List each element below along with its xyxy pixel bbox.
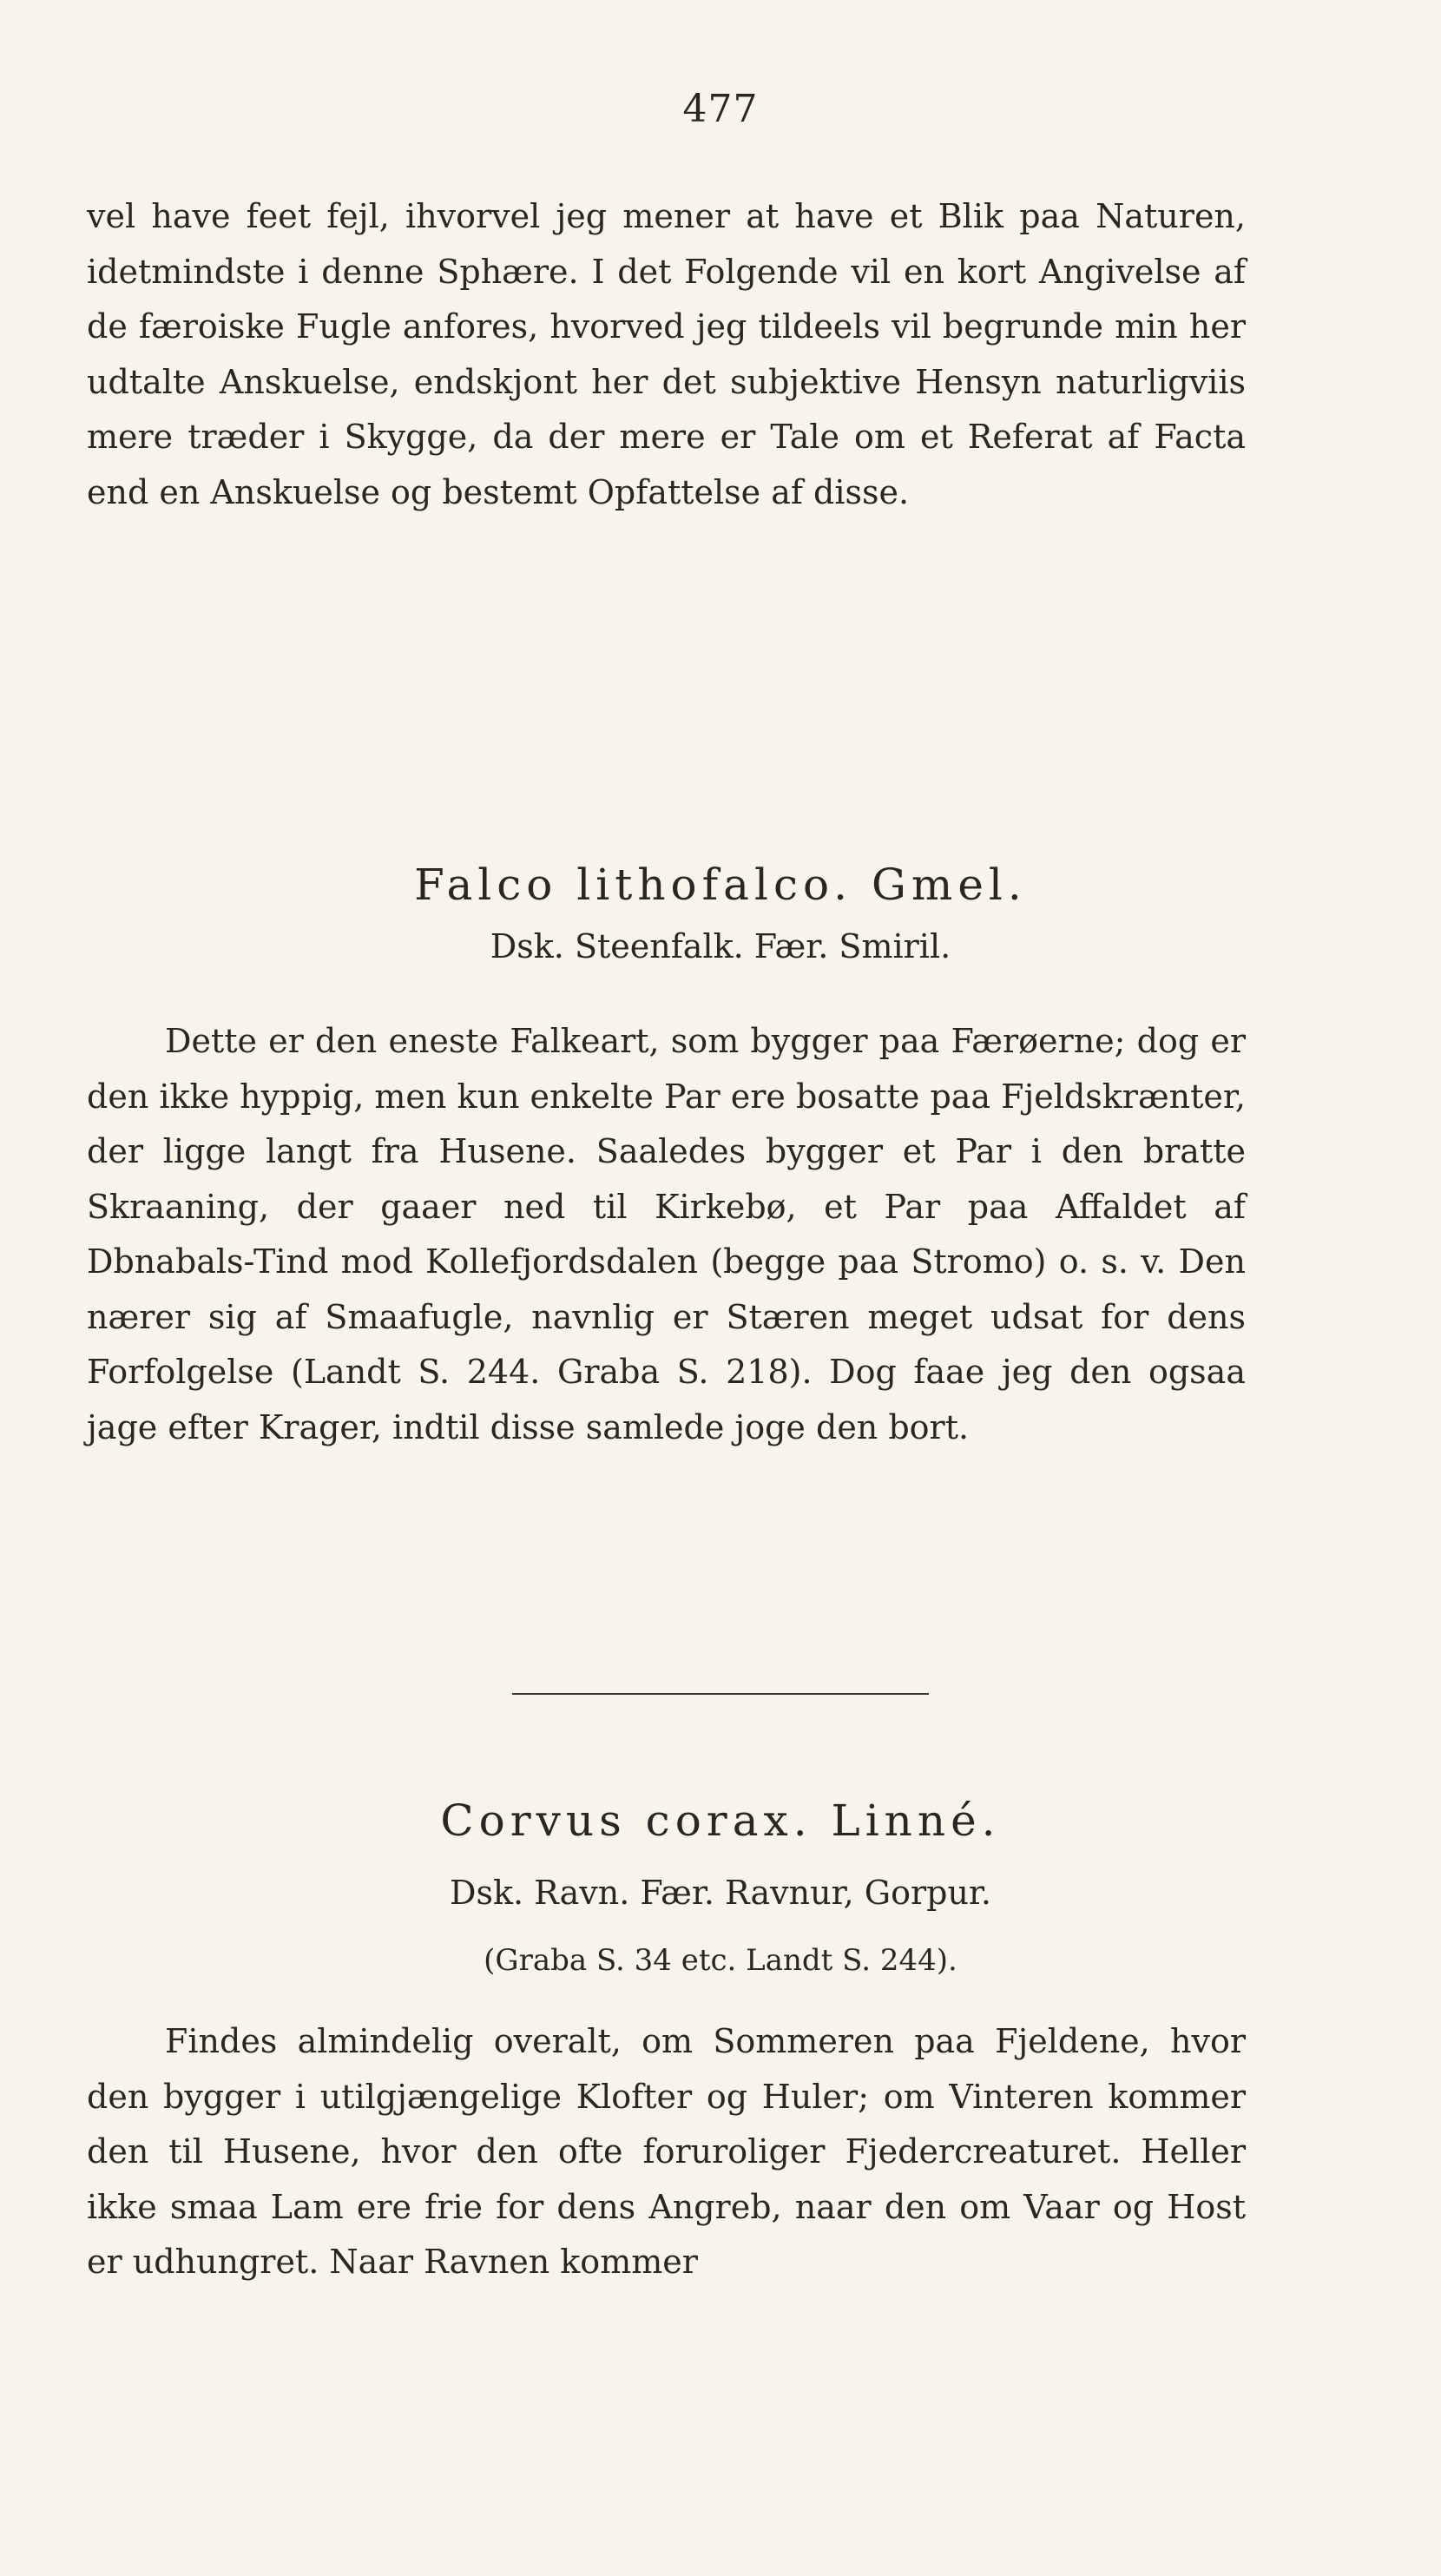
reference-corvus: (Graba S. 34 etc. Landt S. 244). (484, 1943, 957, 1978)
section-heading-falco: Falco lithofalco. Gmel. (414, 860, 1027, 910)
section-heading-corvus: Corvus corax. Linné. (440, 1795, 1001, 1846)
common-names-falco: Dsk. Steenfalk. Fær. Smiril. (490, 927, 951, 965)
section-divider (512, 1693, 929, 1695)
common-names-corvus: Dsk. Ravn. Fær. Ravnur, Gorpur. (449, 1874, 991, 1912)
intro-paragraph: vel have feet fejl, ihvorvel jeg mener at have et Blik paa Naturen, idetmindste i denne Sphære. I det Folgende vil en kort Angivelse af de færoiske Fugle anfores, hvorved jeg tildeels vil begrunde min her udtalte Anskuelse, endskjont her det subjektive Hensyn naturligviis mere træder i Skygge, da der mere er Tale om et Referat af Facta end en Anskuelse og bestemt Opfattelse af disse. (87, 197, 1246, 511)
page-number: 477 (682, 87, 759, 131)
section-body-falco: Dette er den eneste Falkeart, som bygger paa Færøerne; dog er den ikke hyppig, men kun enkelte Par ere bosatte paa Fjeldskrænter, der ligge langt fra Husene. Saaledes bygger et Par i den bratte Skraaning, der gaaer ned til Kirkebø, et Par paa Affaldet af Dbnabals-Tind mod Kollefjordsdalen (begge paa Stromo) o. s. v. Den nærer sig af Smaafugle, navnlig er Stæren meget udsat for dens Forfolgelse (Landt S. 244. Graba S. 218). Dog faae jeg den ogsaa jage efter Krager, indtil disse samlede joge den bort. (87, 1022, 1246, 1446)
section-body-corvus: Findes almindelig overalt, om Sommeren paa Fjeldene, hvor den bygger i utilgjængelige Klofter og Huler; om Vinteren kommer den til Husene, hvor den ofte foruroliger Fjedercreaturet. Heller ikke smaa Lam ere frie for dens Angreb, naar den om Vaar og Host er udhungret. Naar Ravnen kommer (87, 2022, 1246, 2281)
